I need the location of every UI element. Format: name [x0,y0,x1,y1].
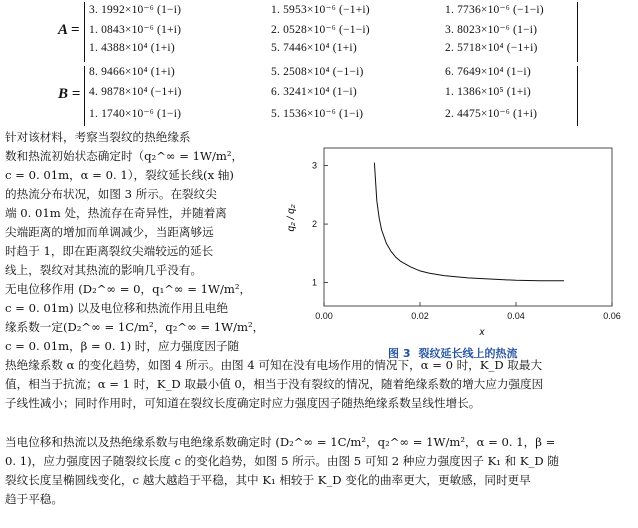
matrix-cell: 1. 1386×10⁵ (1+i) [445,86,531,98]
matrix-cell: 5. 1536×10⁻⁶ (1−i) [271,108,364,120]
chart-series [374,163,564,281]
full-width-text-2 [5,433,635,509]
matrix-cell: 2. 5718×10⁴ (−1+i) [445,42,538,54]
matrix-cell: 3. 1992×10⁻⁶ (1−i) [89,4,182,16]
full-width-text-1 [5,356,635,413]
text-line: 子线性减小；同时作用时，可知道在裂纹长度确定时应力强度因子随热绝缘系数呈线性增长。 [5,396,481,410]
matrix-cell: 1. 0843×10⁻⁶ (1+i) [89,24,182,36]
text-line: 无电位移作用 (D₂^∞ = 0，q₁^∞ = 1W/m²， [5,282,252,296]
text-line: 当电位移和热流以及热绝缘系数与电绝缘系数确定时 (D₂^∞ = 1C/m²，q₂^∞ = 1W/m²，α = 0. 1，β = [5,435,556,449]
text-line: 值，相当于抗流；α = 1 时，K_D 取最小值 0，相当于没有裂纹的情况，随着绝缘系数的增大应力强度因 [5,377,544,391]
matrix-a-label: A = [58,22,80,38]
text-line: 时趋于 1，即在距离裂纹尖端较远的延长 [5,244,214,258]
text-line: 端 0. 01m 处，热流存在奇异性，并随着离 [5,206,227,220]
series-line [374,163,564,281]
matrix-cell: 4. 9878×10⁴ (−1+i) [89,86,182,98]
text-line: 0. 1)，应力强度因子随裂纹长度 c 的变化趋势，如图 5 所示。由图 5 可知 2 种应力强度因子 K₁ 和 K_D 随 [5,454,559,468]
plot-frame [324,148,612,306]
text-line: 尖端距离的增加而单调减少，当距离够远 [5,225,214,239]
x-tick-label: 0.06 [603,311,621,321]
text-line: 热绝缘系数 α 的变化趋势，如图 4 所示。由图 4 可知在没有电场作用的情况下，α = 0 时，K_D 取最大 [5,358,543,372]
text-line: 的热流分布状况，如图 3 所示。在裂纹尖 [5,187,217,201]
text-line: 裂纹长度呈椭圆线变化，c 越大越趋于平稳，其中 K₁ 相较于 K_D 变化的曲率更大，更敏感，同时更早 [5,473,531,487]
matrix-b-body [84,66,578,126]
y-tick-label: 2 [311,219,317,230]
matrix-b-label: B = [58,86,81,102]
figure-caption-text: 裂纹延长线上的热流 [418,347,518,360]
matrix-cell: 5. 2508×10⁴ (−1−i) [271,66,364,78]
matrix-a-row [85,22,577,42]
chart-ticks [312,161,621,321]
x-tick-label: 0.04 [507,311,525,321]
text-line: c = 0. 01m，α = 0. 1），裂纹延长线(x 轴) [5,168,234,182]
matrix-cell: 2. 0528×10⁻⁶ (−1−i) [271,24,370,36]
matrix-cell: 2. 4475×10⁻⁶ (1+i) [445,108,538,120]
text-line: 数和热流初始状态确定时（q₂^∞ = 1W/m²， [5,149,244,163]
text-line: c = 0. 01m，β = 0. 1) 时，应力强度因子随 [5,339,240,353]
matrix-cell: 1. 1740×10⁻⁶ (1−i) [89,108,182,120]
matrix-b-row [85,106,577,126]
text-line: 针对该材料，考察当裂纹的热绝缘系 [5,130,191,144]
chart-axes [324,148,612,306]
text-line: c = 0. 01m) 以及电位移和热流作用且电绝 [5,301,228,315]
matrix-cell: 1. 5953×10⁻⁶ (−1+i) [271,4,370,16]
matrix-b-row [85,66,577,86]
matrix-cell: 1. 4388×10⁴ (1+i) [89,42,175,54]
left-column-text [5,128,280,356]
matrix-a-body [84,2,578,62]
matrix-a-row [85,42,577,62]
text-line: 线上，裂纹对其热流的影响几乎没有。 [5,263,203,277]
matrix-cell: 5. 7446×10⁴ (1+i) [271,42,357,54]
text-line: 趋于平稳。 [5,492,63,506]
y-axis-label: q₂ / q₂ [286,204,297,232]
matrix-cell: 3. 8023×10⁻⁶ (1−i) [445,24,538,36]
heat-flux-chart [282,138,627,343]
matrix-b-row [85,86,577,106]
matrix-cell: 6. 3241×10⁴ (1−i) [271,86,357,98]
text-line: 缘系数一定(D₂^∞ = 1C/m²，q₂^∞ = 1W/m²， [5,320,265,334]
x-axis-label: x [479,327,485,338]
matrix-cell: 1. 7736×10⁻⁶ (−1−i) [445,4,544,16]
figure-number: 图 3 [388,347,411,360]
y-tick-label: 3 [311,160,317,171]
matrix-a-row [85,2,577,22]
x-tick-label: 0.00 [315,311,333,321]
matrix-cell: 8. 9466×10⁴ (1+i) [89,66,175,78]
y-tick-label: 1 [311,277,317,288]
matrix-cell: 6. 7649×10⁴ (1−i) [445,66,531,78]
x-tick-label: 0.02 [411,311,429,321]
